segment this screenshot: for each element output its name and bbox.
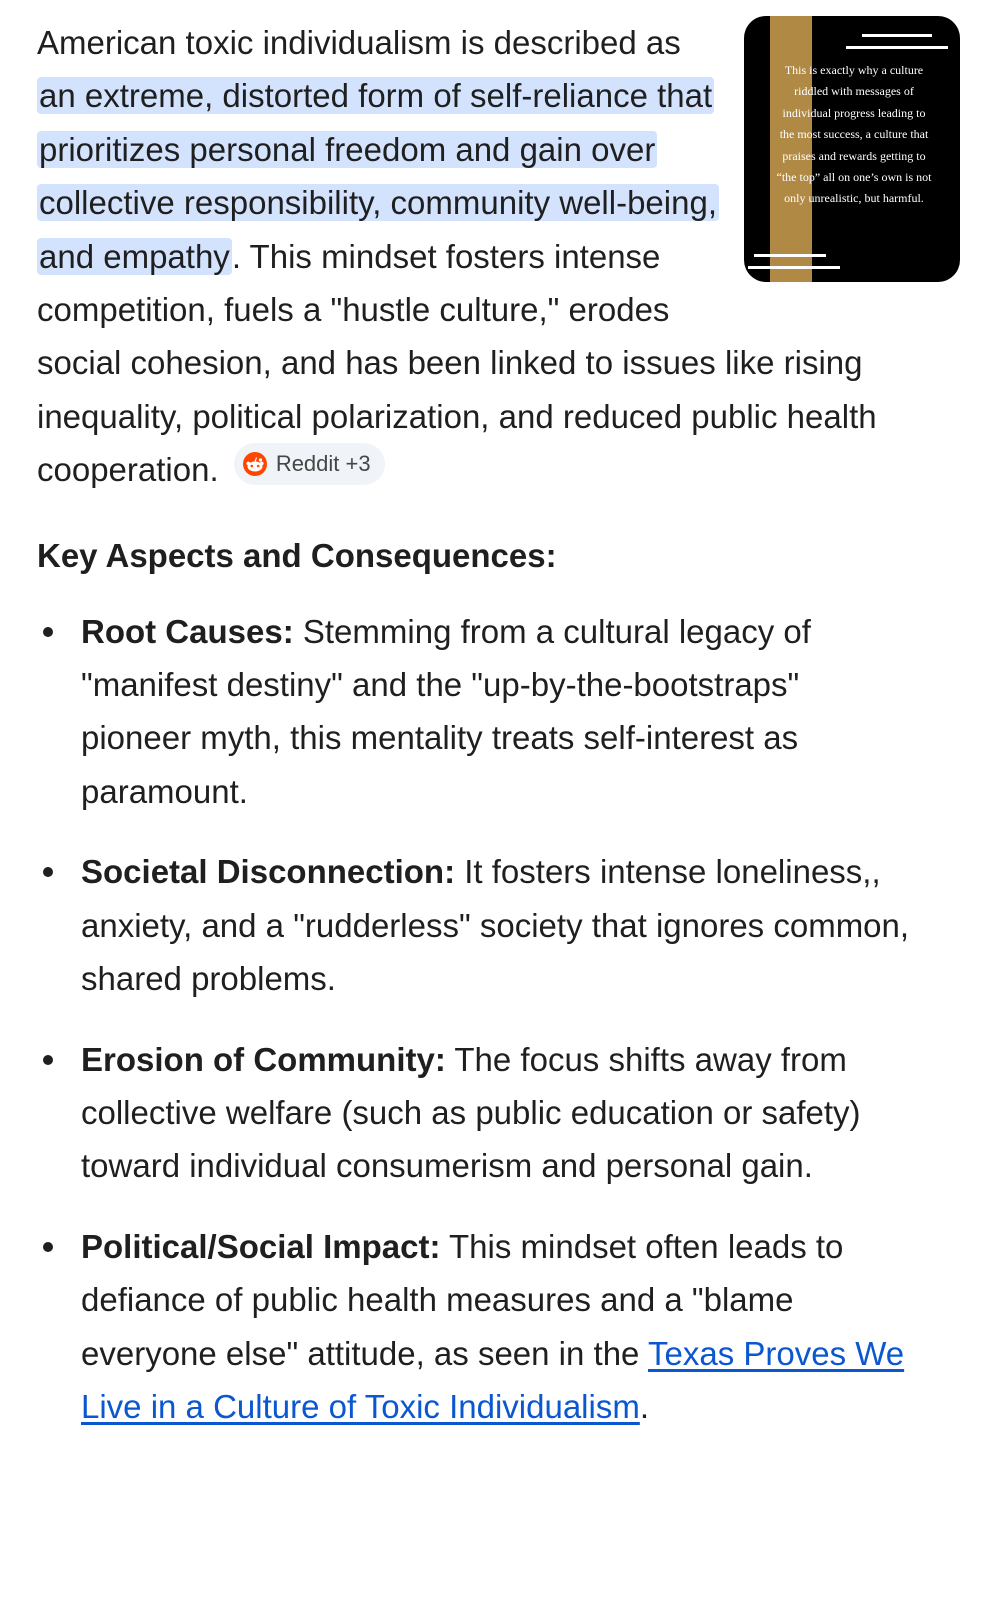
bullet-title: Political/Social Impact: [81, 1227, 441, 1265]
thumbnail-rule [846, 46, 948, 49]
thumbnail-quote: This is exactly why a culture riddled with messages of individual progress leading to the most success, a culture that praises and rewards getting to “the top” all on one’s own is not only unrealistic, but harmful. [776, 63, 932, 206]
thumbnail-rule [748, 266, 840, 269]
list-item [37, 845, 915, 1005]
list-item [37, 605, 915, 819]
list-item [37, 1033, 915, 1193]
reddit-icon [242, 451, 268, 477]
thumbnail-rule [754, 254, 826, 257]
source-thumbnail[interactable] [744, 16, 960, 282]
bullet-text-end: . [639, 1387, 649, 1425]
intro-highlight[interactable]: an extreme, distorted form of self-reliance that prioritizes personal freedom and gain over collective responsibility, community well-being, and empathy [39, 77, 717, 275]
intro-rest: . This mindset fosters intense competition, fuels a "hustle culture," erodes social cohesion, and has been linked to issues like rising inequality, political polarization, and reduced public health cooperation. [37, 237, 877, 489]
bullet-text: The focus shifts away from collective welfare (such as public education or safety) toward individual consumerism and personal gain. [81, 1040, 861, 1185]
bullet-text: It fosters intense loneliness,, anxiety, and a "rudderless" society that ignores common, shared problems. [81, 853, 910, 998]
aspects-list [37, 605, 915, 1434]
bullet-title: Erosion of Community: [81, 1040, 446, 1078]
source-chip-label: Reddit +3 [275, 451, 371, 477]
bullet-text: Stemming from a cultural legacy of "manifest destiny" and the "up-by-the-bootstraps" pioneer myth, this mentality treats self-interest as paramount. [81, 612, 811, 810]
section-heading: Key Aspects and Consequences: [37, 536, 557, 574]
list-item [37, 1220, 915, 1434]
bullet-text: This mindset often leads to defiance of public health measures and a "blame everyone else" attitude, as seen in the [81, 1227, 844, 1372]
thumbnail-rule [862, 34, 932, 37]
article-link[interactable]: Texas Proves We Live in a Culture of Toxic Individualism [81, 1334, 905, 1425]
intro-lead: American toxic individualism is described as [37, 24, 681, 61]
intro-paragraph [37, 16, 932, 497]
bullet-title: Societal Disconnection: [81, 853, 456, 891]
source-chip[interactable] [234, 443, 385, 485]
bullet-title: Root Causes: [81, 612, 294, 650]
